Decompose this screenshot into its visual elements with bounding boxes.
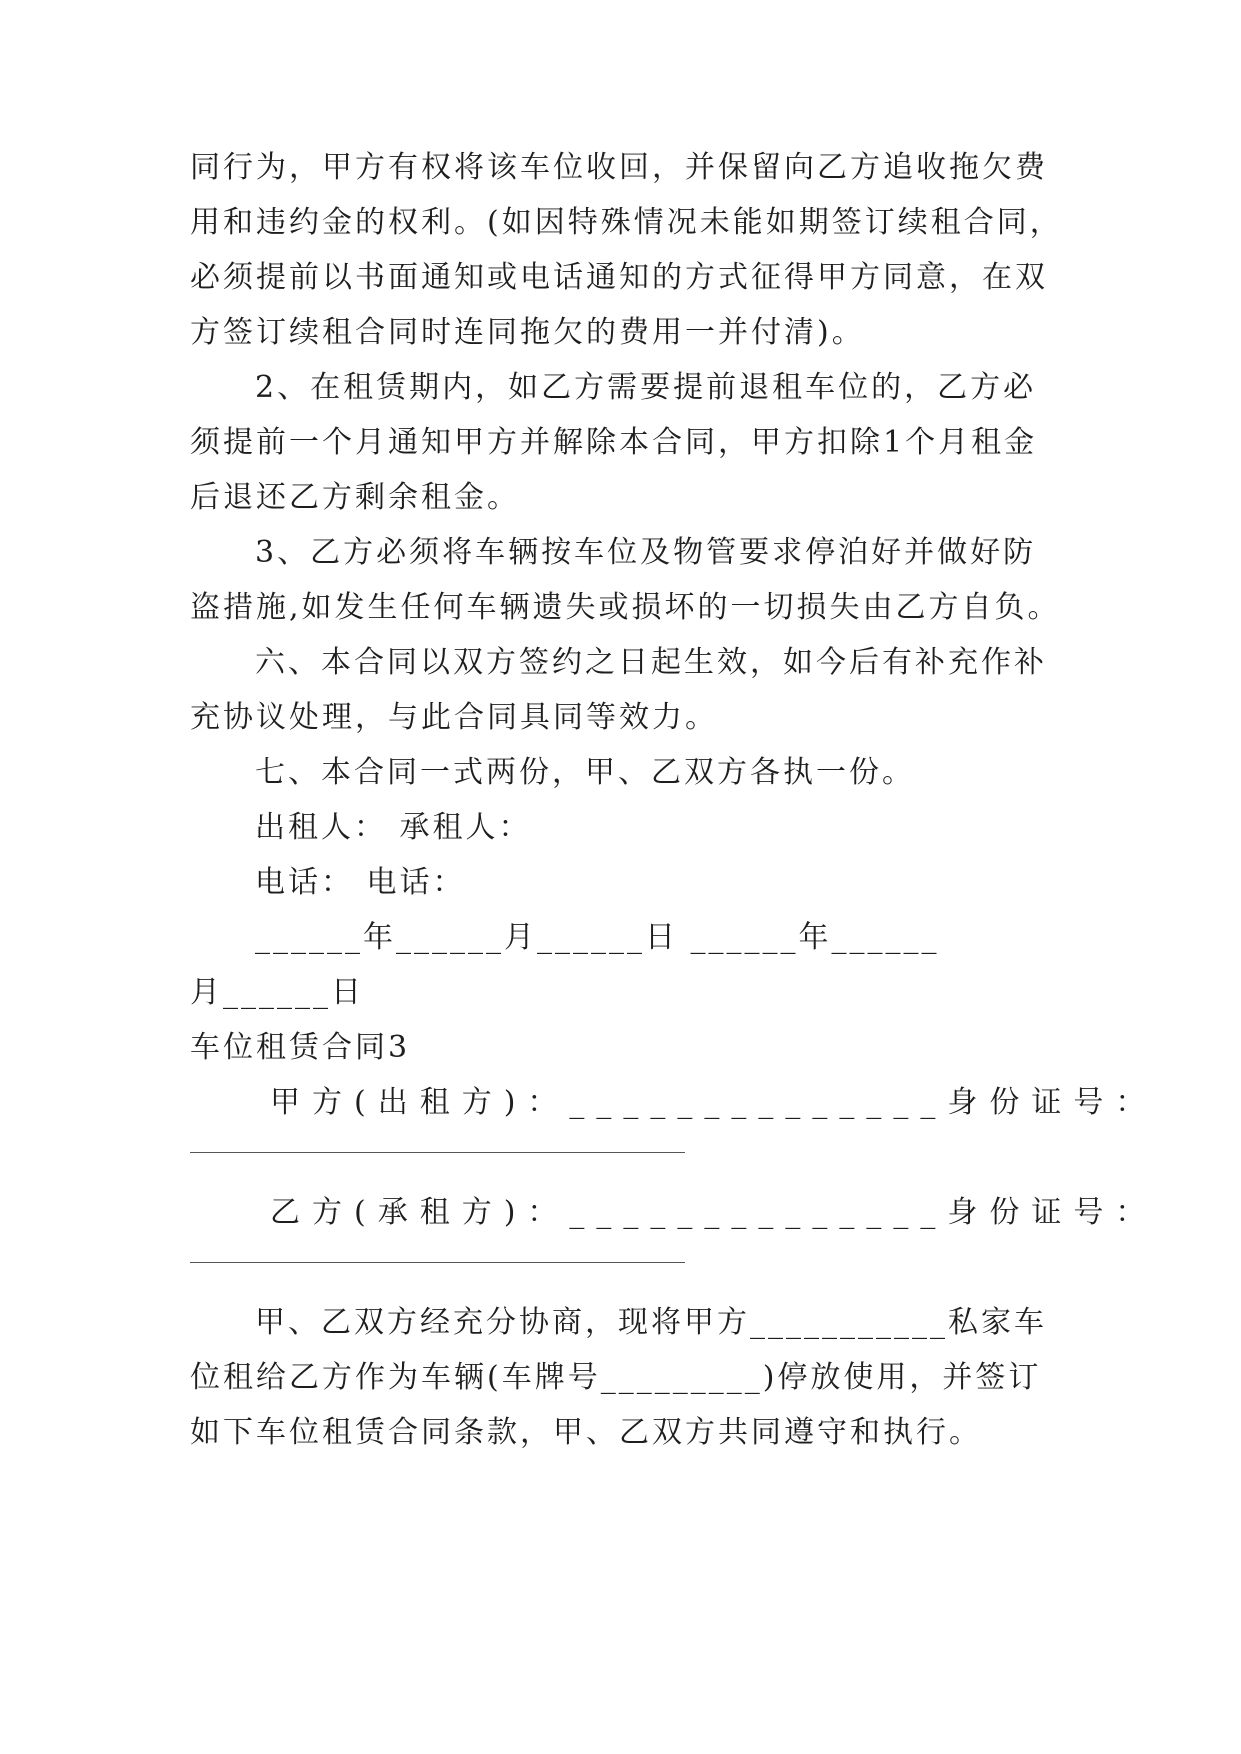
signature-phone: 电话： 电话：: [255, 865, 466, 900]
paragraph-line: 须提前一个月通知甲方并解除本合同，甲方扣除1个月租金: [190, 425, 1038, 460]
paragraph-line: 七、本合同一式两份，甲、乙双方各执一份。: [255, 755, 915, 790]
paragraph-line: 如下车位租赁合同条款，甲、乙双方共同遵守和执行。: [190, 1415, 982, 1450]
signature-date: 月______日: [190, 975, 364, 1010]
contract-heading: 车位租赁合同3: [190, 1030, 411, 1065]
paragraph-line: 充协议处理，与此合同具同等效力。: [190, 700, 718, 735]
signature-lessor-lessee: 出租人： 承租人：: [255, 810, 532, 845]
paragraph-line: 用和违约金的权利。(如因特殊情况未能如期签订续租合同，: [190, 205, 1063, 240]
paragraph-line: 盗措施,如发生任何车辆遗失或损坏的一切损失由乙方自负。: [190, 590, 1061, 625]
paragraph-line: 位租给乙方作为车辆(车牌号_________)停放使用，并签订: [190, 1360, 1042, 1395]
paragraph-line: 2、在租赁期内，如乙方需要提前退租车位的，乙方必: [255, 370, 1037, 405]
paragraph-line: 同行为，甲方有权将该车位收回，并保留向乙方追收拖欠费: [190, 150, 1048, 185]
paragraph-line: 3、乙方必须将车辆按车位及物管要求停泊好并做好防: [255, 535, 1037, 570]
paragraph-line: 甲、乙双方经充分协商，现将甲方___________私家车: [255, 1305, 1047, 1340]
paragraph-line: 必须提前以书面通知或电话通知的方式征得甲方同意，在双: [190, 260, 1048, 295]
party-b-line: 乙方(承租方)：______________身份证号：: [270, 1195, 1158, 1230]
paragraph-line: 六、本合同以双方签约之日起生效，如今后有补充作补: [255, 645, 1047, 680]
party-a-id-blank: [190, 1152, 685, 1153]
party-b-id-blank: [190, 1262, 685, 1263]
signature-date: ______年______月______日 ______年______: [255, 920, 940, 955]
party-a-line: 甲方(出租方)：______________身份证号：: [270, 1085, 1158, 1120]
paragraph-line: 方签订续租合同时连同拖欠的费用一并付清)。: [190, 315, 865, 350]
paragraph-line: 后退还乙方剩余租金。: [190, 480, 520, 515]
